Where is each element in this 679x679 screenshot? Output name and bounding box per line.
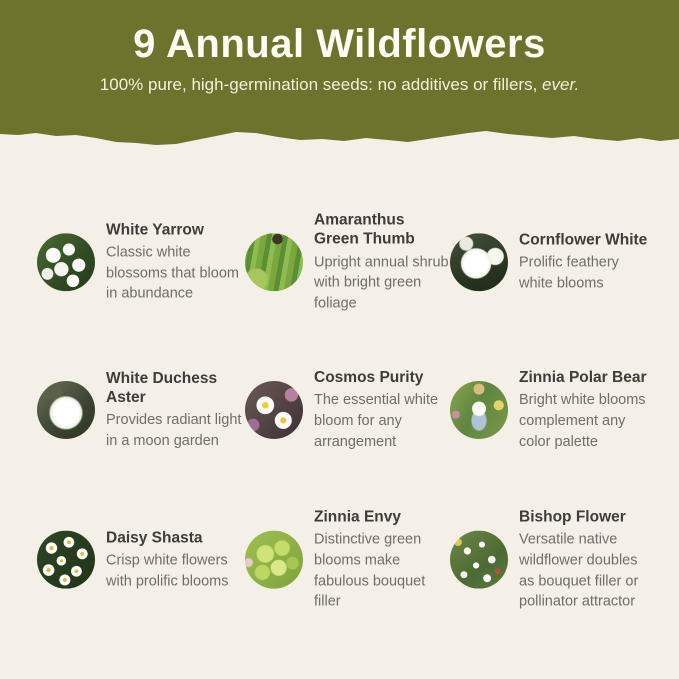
- bishop-flower-photo: [450, 531, 508, 589]
- card-text: [314, 368, 450, 452]
- wildflower-name: Zinnia Polar Bear: [519, 368, 647, 386]
- card-cornflower-white: [450, 210, 649, 313]
- card-text: [106, 220, 245, 304]
- card-daisy-shasta: [37, 508, 245, 613]
- page-title: 9 Annual Wildflowers: [133, 22, 546, 66]
- card-cosmos-purity: [245, 368, 450, 452]
- wildflower-name: Cornflower White: [519, 231, 648, 249]
- subtitle-emphasis: ever.: [542, 75, 580, 94]
- wildflower-name: Amaranthus Green Thumb: [314, 211, 415, 248]
- card-white-yarrow: [37, 210, 245, 313]
- wildflower-name: White Yarrow: [106, 220, 204, 238]
- card-text: [519, 508, 649, 613]
- wildflower-name: Bishop Flower: [519, 508, 626, 526]
- card-text: [106, 528, 245, 592]
- wildflower-name: Zinnia Envy: [314, 508, 401, 526]
- wildflower-description: Upright annual shrub with bright green foliage: [314, 254, 449, 312]
- wildflower-row-2: [37, 368, 649, 452]
- wildflower-description: Prolific feathery white blooms: [519, 254, 619, 292]
- card-text: [519, 230, 649, 294]
- card-bishop-flower: [450, 508, 649, 613]
- card-text: [314, 210, 450, 313]
- wildflower-description: Bright white blooms complement any color palette: [519, 392, 646, 450]
- card-white-duchess-aster: [37, 368, 245, 452]
- wildflower-row-1: [37, 210, 649, 313]
- cosmos-purity-photo: [245, 381, 303, 439]
- daisy-shasta-photo: [37, 531, 95, 589]
- card-text: [314, 508, 450, 613]
- wildflower-name: Daisy Shasta: [106, 529, 203, 547]
- page-subtitle: [0, 75, 679, 95]
- wildflower-row-3: [37, 508, 649, 613]
- zinnia-polar-bear-photo: [450, 381, 508, 439]
- subtitle-text: 100% pure, high-germination seeds: no additives or fillers,: [99, 75, 543, 94]
- wildflower-description: Distinctive green blooms make fabulous bouquet filler: [314, 532, 426, 610]
- zinnia-envy-photo: [245, 531, 303, 589]
- header-banner: [0, 0, 679, 128]
- card-zinnia-polar-bear: [450, 368, 649, 452]
- white-yarrow-photo: [37, 233, 95, 291]
- wildflower-description: Versatile native wildflower doubles as bouquet filler or pollinator attractor: [519, 532, 639, 610]
- white-duchess-aster-photo: [37, 381, 95, 439]
- wildflower-description: The essential white bloom for any arrangement: [314, 392, 439, 450]
- wildflower-description: Crisp white flowers with prolific blooms: [106, 552, 229, 590]
- card-text: [519, 368, 649, 452]
- wildflower-name: Cosmos Purity: [314, 368, 424, 386]
- wildflower-description: Provides radiant light in a moon garden: [106, 412, 242, 449]
- card-amaranthus-green-thumb: [245, 210, 450, 313]
- card-text: [106, 369, 245, 452]
- torn-paper-edge: [0, 127, 679, 151]
- card-zinnia-envy: [245, 508, 450, 613]
- wildflower-name: White Duchess Aster: [106, 369, 218, 406]
- wildflower-description: Classic white blossoms that bloom in abundance: [106, 244, 239, 302]
- cornflower-white-photo: [450, 233, 508, 291]
- amaranthus-green-thumb-photo: [245, 233, 303, 291]
